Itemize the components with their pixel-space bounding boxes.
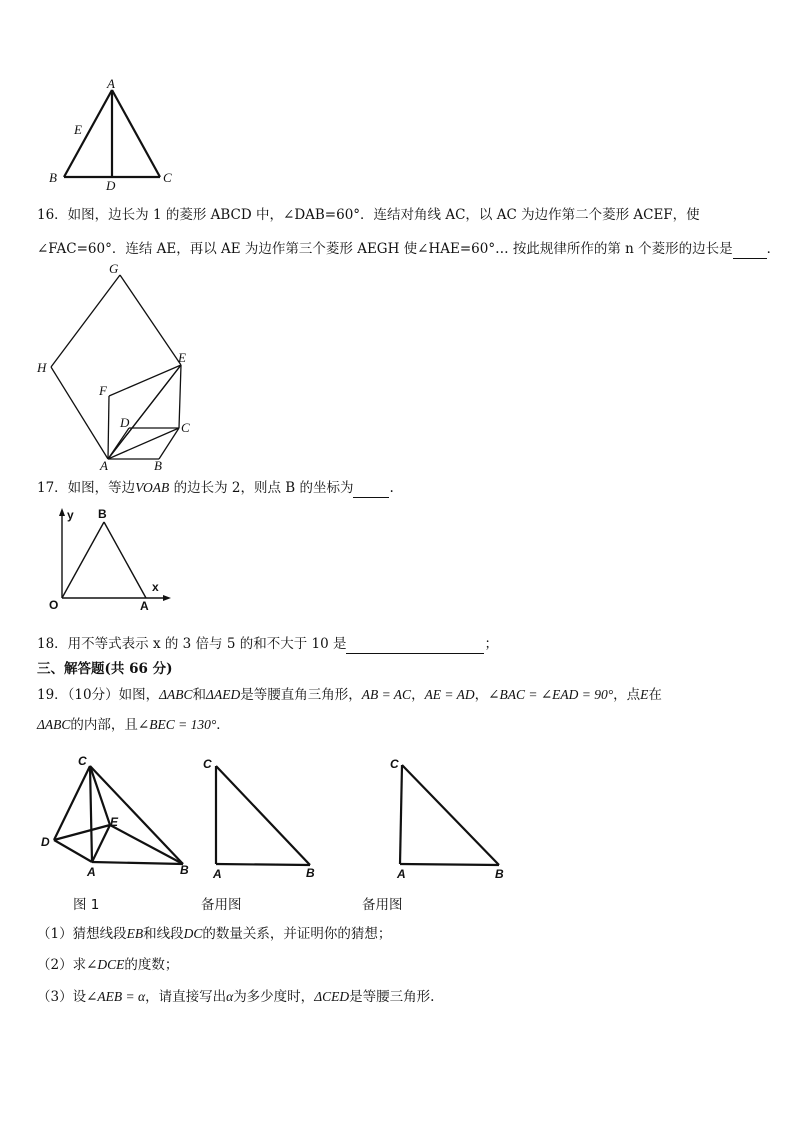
q19-sub1-eb: EB <box>126 926 144 941</box>
q19-in: 在 <box>648 687 662 703</box>
figure-1 <box>40 752 200 882</box>
label-h: H <box>37 360 47 375</box>
label-o: O <box>49 598 59 612</box>
q19-sub2 <box>37 956 178 974</box>
figure-triangle-abc <box>40 76 190 196</box>
q19-sub1 <box>37 925 391 943</box>
q19-sub3-c: 为多少度时， <box>233 989 315 1005</box>
q19-eq3: ∠BAC = ∠EAD = 90° <box>488 687 614 702</box>
q16-line2 <box>37 240 780 259</box>
label-a: A <box>397 867 406 881</box>
q19-tri-abc-2: ΔABC <box>37 717 71 732</box>
q19-sep1: ， <box>411 687 425 703</box>
label-b: B <box>98 507 107 521</box>
q19-sep2: ， <box>474 687 489 703</box>
q19-sub1-c: 的数量关系，并证明你的猜想； <box>202 926 392 942</box>
q19-sub1-b: 和线段 <box>143 926 184 942</box>
label-a: A <box>100 458 108 473</box>
q19-angle-bec: ∠BEC = 130° <box>137 717 217 732</box>
q19-sub3 <box>37 988 434 1006</box>
label-d: D <box>106 178 116 193</box>
label-c: C <box>181 420 190 435</box>
q19-period: ． <box>216 717 230 733</box>
label-g: G <box>109 261 119 276</box>
label-a: A <box>140 599 149 613</box>
answer-blank-q16[interactable] <box>733 240 767 259</box>
label-a: A <box>213 867 222 881</box>
q17-triangle: VOAB <box>135 480 170 495</box>
section-heading: 三、解答题(共 66 分) <box>37 661 173 677</box>
label-b: B <box>154 458 162 473</box>
answer-blank-q17[interactable] <box>353 479 389 498</box>
label-c: C <box>390 757 399 771</box>
spare-figure-1 <box>200 752 330 882</box>
label-e: E <box>178 350 186 365</box>
label-f: F <box>99 383 107 398</box>
q16-line2-text: ∠FAC=60°．连结 AE，再以 AE 为边作第三个菱形 AEGH 使∠HAE=60°… 按此规律所作的第 n 个菱形的边长是 <box>37 241 733 257</box>
q19-inside: 的内部，且 <box>70 717 138 733</box>
spare-figure-1-caption: 备用图 <box>201 897 242 913</box>
figure-equilateral-axes <box>40 505 180 615</box>
q19-sub3-alpha: α <box>226 989 234 1004</box>
figure-rhombus-sequence <box>30 260 210 475</box>
q19-line1 <box>37 686 662 704</box>
q19-and: 和 <box>192 687 207 703</box>
label-b: B <box>180 863 189 877</box>
label-y: y <box>67 508 74 522</box>
label-c: C <box>203 757 212 771</box>
q19-sub2-a: （2）求 <box>37 957 87 973</box>
q17-line <box>37 479 394 498</box>
q18-line <box>37 635 498 654</box>
q19-line2 <box>37 716 230 734</box>
spare-figure-2-caption: 备用图 <box>362 897 403 913</box>
label-a: A <box>87 865 96 879</box>
q19-sub3-a: （3）设 <box>37 989 87 1005</box>
q17-end: . <box>389 480 394 496</box>
label-e: E <box>110 815 119 829</box>
q19-intro: 19．（10分）如图， <box>37 687 160 703</box>
q19-sub3-d: 是等腰三角形. <box>349 989 435 1005</box>
q17-mid: 的边长为 2，则点 B 的坐标为 <box>169 480 354 496</box>
q19-point-e: E <box>640 687 649 702</box>
q18-end: ； <box>484 636 498 652</box>
q19-desc: 是等腰直角三角形， <box>240 687 362 703</box>
q19-eq2: AE = AD <box>424 687 475 702</box>
q16-line2-end: ． <box>766 241 781 257</box>
q19-sub1-a: （1）猜想线段 <box>37 926 127 942</box>
label-b: B <box>495 867 504 881</box>
label-d: D <box>120 415 130 430</box>
label-a: A <box>107 76 115 91</box>
q17-prefix: 17．如图，等边 <box>37 480 136 496</box>
label-c: C <box>163 170 172 185</box>
answer-blank-q18[interactable] <box>346 635 484 654</box>
label-x: x <box>152 580 159 594</box>
q19-sub3-angle: ∠AEB = α <box>86 989 146 1004</box>
q19-tri-aed: ΔAED <box>206 687 241 702</box>
q19-tri-abc: ΔABC <box>159 687 193 702</box>
q19-sub2-b: 的度数； <box>124 957 179 973</box>
label-d: D <box>41 835 50 849</box>
label-b: B <box>49 170 57 185</box>
q16-line1: 16．如图，边长为 1 的菱形 ABCD 中，∠DAB=60°．连结对角线 AC，以 AC 为边作第二个菱形 ACEF，使 <box>37 207 700 223</box>
label-c: C <box>78 754 87 768</box>
q18-text: 18．用不等式表示 x 的 3 倍与 5 的和不大于 10 是 <box>37 636 347 652</box>
q19-sub1-dc: DC <box>183 926 203 941</box>
q19-point: ，点 <box>613 687 641 703</box>
label-e: E <box>74 122 82 137</box>
spare-figure-2 <box>385 752 515 882</box>
q19-sub3-b: ，请直接写出 <box>145 989 227 1005</box>
q19-eq1: AB = AC <box>361 687 412 702</box>
label-b: B <box>306 866 315 880</box>
q19-sub2-angle: ∠DCE <box>86 957 125 972</box>
figure-1-caption: 图 1 <box>73 897 100 913</box>
q19-sub3-tri: ΔCED <box>314 989 350 1004</box>
